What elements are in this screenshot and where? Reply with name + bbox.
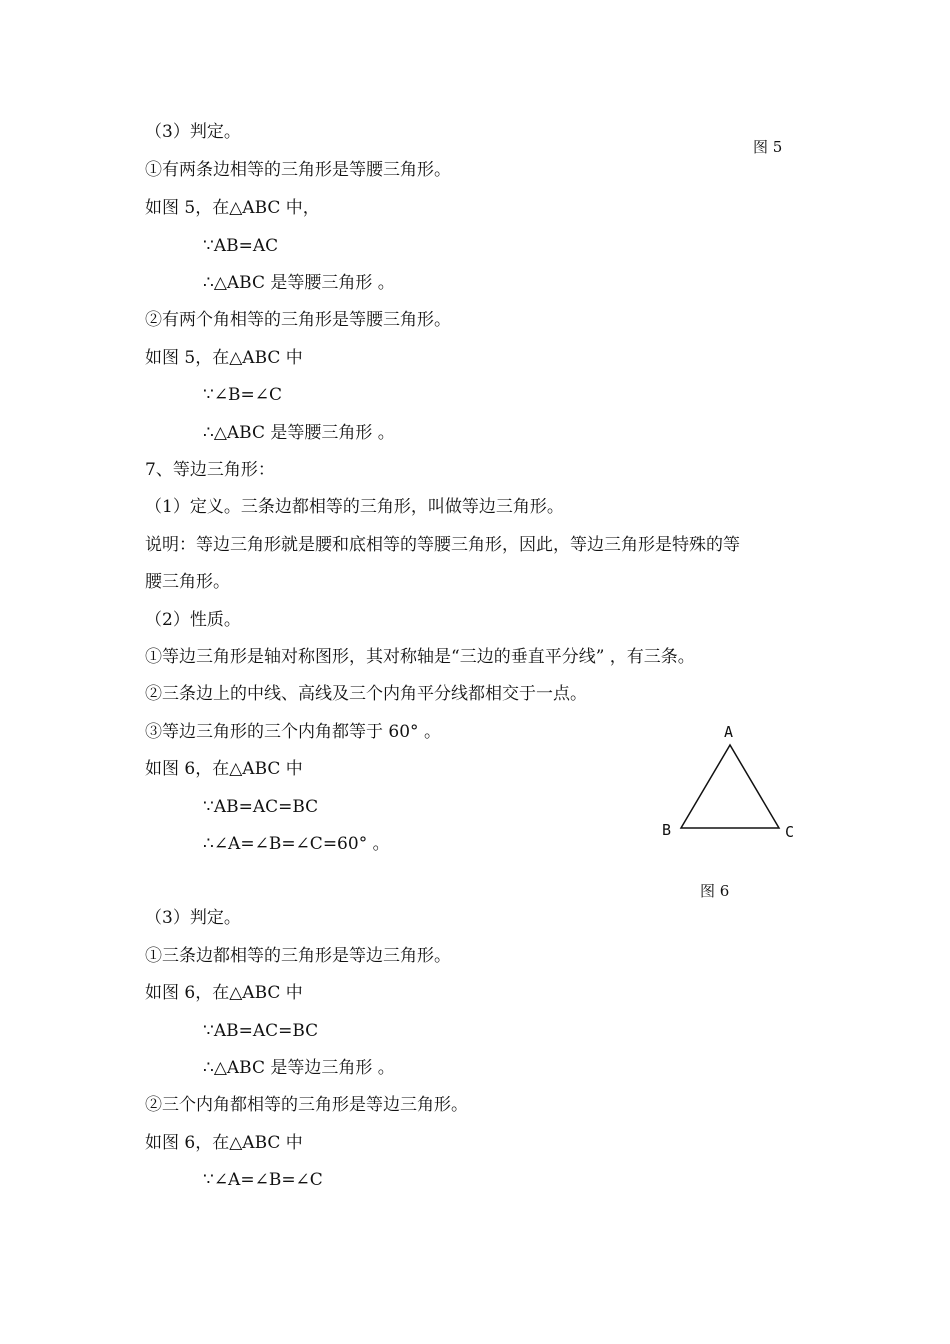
line-3: 如图 5，在△ABC 中， <box>145 198 320 218</box>
vertex-a-label: A <box>724 723 734 741</box>
figure-6-triangle <box>650 715 810 845</box>
line-10: 7、等边三角形： <box>145 460 275 480</box>
line-6: ②有两个角相等的三角形是等腰三角形。 <box>145 310 451 330</box>
line-23: 如图 6，在△ABC 中 <box>145 983 303 1003</box>
triangle-abc <box>681 745 779 828</box>
vertex-c-label: C <box>785 823 795 841</box>
figure-6-caption: 图 6 <box>700 882 730 900</box>
line-15: ①等边三角形是轴对称图形，其对称轴是“三边的垂直平分线” ，有三条。 <box>145 647 695 667</box>
line-28: ∵∠A=∠B=∠C <box>203 1170 323 1190</box>
line-9: ∴△ABC 是等腰三角形 。 <box>203 423 395 443</box>
line-12: 说明：等边三角形就是腰和底相等的等腰三角形，因此，等边三角形是特殊的等 <box>145 535 740 555</box>
line-17: ③等边三角形的三个内角都等于 60° 。 <box>145 722 441 742</box>
line-20: ∴∠A=∠B=∠C=60° 。 <box>203 834 390 854</box>
line-24: ∵AB=AC=BC <box>203 1021 319 1041</box>
figure-5-caption: 图 5 <box>753 138 783 156</box>
line-11: （1）定义。三条边都相等的三角形，叫做等边三角形。 <box>145 497 564 517</box>
line-2: ①有两条边相等的三角形是等腰三角形。 <box>145 160 451 180</box>
line-27: 如图 6，在△ABC 中 <box>145 1133 303 1153</box>
line-8: ∵∠B=∠C <box>203 385 283 405</box>
line-19: ∵AB=AC=BC <box>203 797 319 817</box>
line-7: 如图 5，在△ABC 中 <box>145 348 303 368</box>
line-18: 如图 6，在△ABC 中 <box>145 759 303 779</box>
line-26: ②三个内角都相等的三角形是等边三角形。 <box>145 1095 468 1115</box>
line-16: ②三条边上的中线、高线及三个内角平分线都相交于一点。 <box>145 684 587 704</box>
vertex-b-label: B <box>662 821 672 839</box>
line-14: （2）性质。 <box>145 610 241 630</box>
line-13: 腰三角形。 <box>145 572 230 592</box>
line-4: ∵AB=AC <box>203 236 279 256</box>
line-5: ∴△ABC 是等腰三角形 。 <box>203 273 395 293</box>
line-22: ①三条边都相等的三角形是等边三角形。 <box>145 946 451 966</box>
line-1: （3）判定。 <box>145 122 241 142</box>
line-21: （3）判定。 <box>145 908 241 928</box>
line-25: ∴△ABC 是等边三角形 。 <box>203 1058 395 1078</box>
